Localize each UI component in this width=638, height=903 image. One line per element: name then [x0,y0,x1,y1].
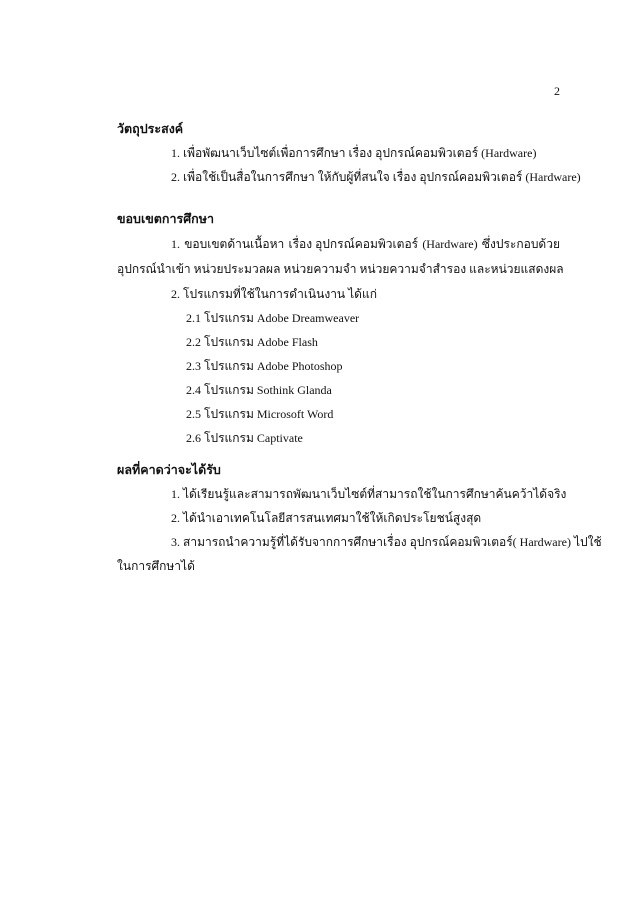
program-item: 2.1 โปรแกรม Adobe Dreamweaver [186,311,360,325]
scope-item-1-label: ขอบเขตด้านเนื้อหา [184,237,285,251]
scope-heading: ขอบเขตการศึกษา [117,212,214,226]
expected-item-1: 1. ได้เรียนรู้และสามารถพัฒนาเว็บไซต์ที่สามารถใช้ในการศึกษาค้นคว้าได้จริง [171,487,567,501]
scope-item-2: 2. โปรแกรมที่ใช้ในการดำเนินงาน ได้แก่ [171,287,377,301]
expected-item-3: 3. สามารถนำความรู้ที่ได้รับจากการศึกษาเรื่อง อุปกรณ์คอมพิวเตอร์( Hardware) ไปใช้ [171,535,602,549]
scope-item-1-tail: ซึ่งประกอบด้วย [481,237,560,251]
expected-heading: ผลที่คาดว่าจะได้รับ [117,463,221,477]
program-item: 2.6 โปรแกรม Captivate [186,431,303,445]
program-item: 2.2 โปรแกรม Adobe Flash [186,335,318,349]
program-item: 2.5 โปรแกรม Microsoft Word [186,407,334,421]
objective-item-2: 2. เพื่อใช้เป็นสื่อในการศึกษา ให้กับผู้ที่สนใจ เรื่อง อุปกรณ์คอมพิวเตอร์ (Hardware) [171,170,581,184]
program-item: 2.4 โปรแกรม Sothink Glanda [186,383,332,397]
objective-item-1: 1. เพื่อพัฒนาเว็บไซต์เพื่อการศึกษา เรื่อง อุปกรณ์คอมพิวเตอร์ (Hardware) [171,146,537,160]
page-number: 2 [554,84,560,98]
scope-item-1-number: 1. [171,237,180,251]
expected-item-2: 2. ได้นำเอาเทคโนโลยีสารสนเทศมาใช้ให้เกิดประโยชน์สูงสุด [171,511,482,525]
objectives-heading: วัตถุประสงค์ [117,122,184,136]
scope-item-1-topic: เรื่อง อุปกรณ์คอมพิวเตอร์ [288,237,419,251]
expected-item-3-continuation: ในการศึกษาได้ [117,559,195,573]
scope-item-1-hardware: (Hardware) [422,237,478,251]
scope-item-1-continuation: อุปกรณ์นำเข้า หน่วยประมวลผล หน่วยความจำ หน่วยความจำสำรอง และหน่วยแสดงผล [117,262,564,276]
program-item: 2.3 โปรแกรม Adobe Photoshop [186,359,343,373]
scope-item-1 [117,236,560,252]
